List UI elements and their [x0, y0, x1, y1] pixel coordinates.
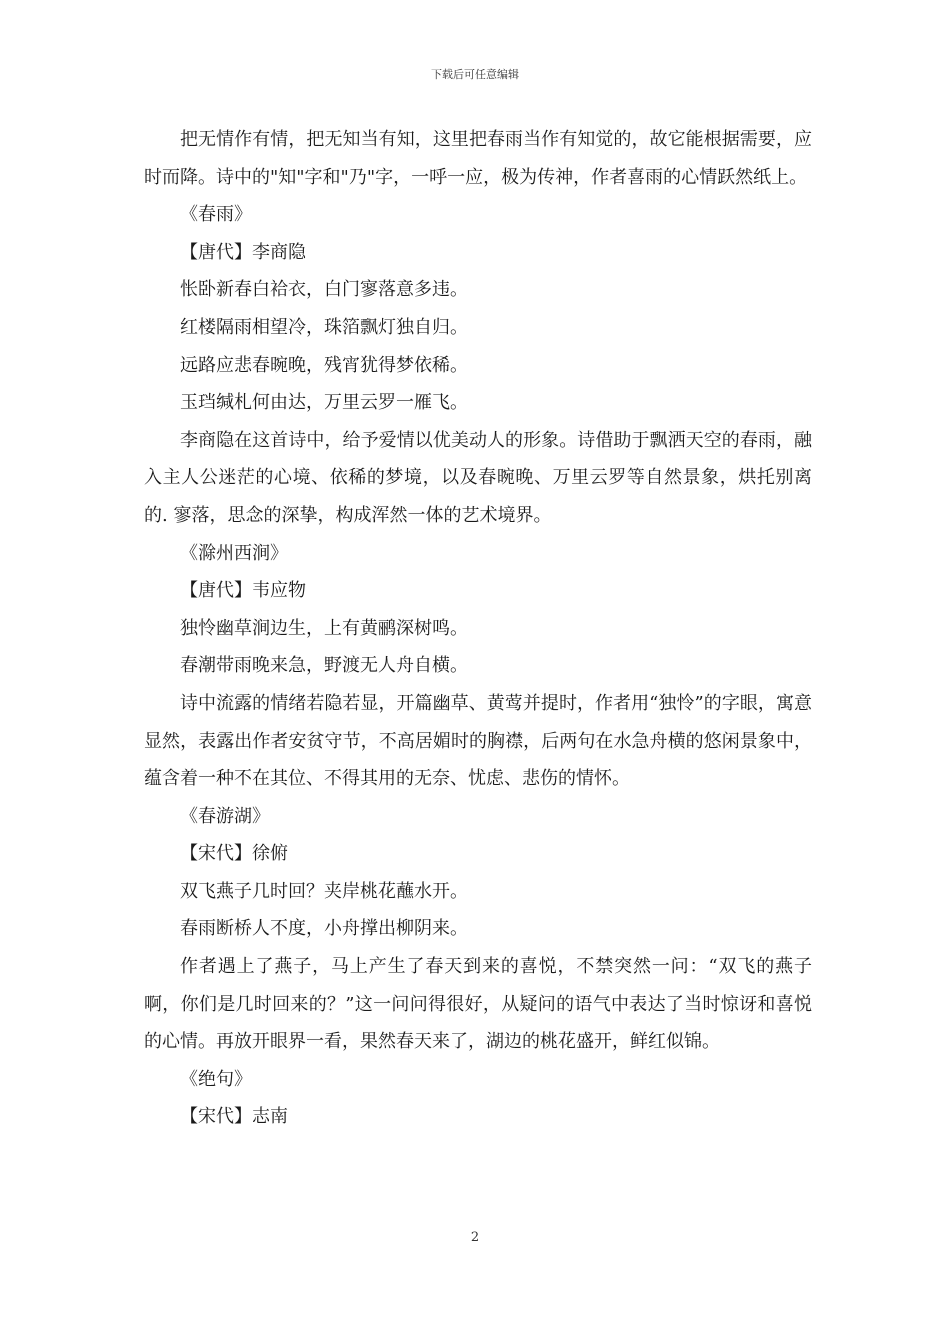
page-number: 2	[470, 1230, 480, 1245]
poem-author-wei-yingwu: 【唐代】韦应物	[180, 580, 306, 602]
poem-line: 双飞燕子几时回？夹岸桃花蘸水开。	[180, 880, 468, 902]
poem-line: 玉珰缄札何由达，万里云罗一雁飞。	[180, 392, 468, 414]
poem-line: 怅卧新春白袷衣，白门寥落意多违。	[180, 279, 468, 301]
poem-title-chunyouhu: 《春游湖》	[180, 805, 270, 827]
poem-author-zhinan: 【宋代】志南	[180, 1106, 288, 1128]
poem-line: 独怜幽草涧边生，上有黄鹂深树鸣。	[180, 617, 468, 639]
poem-line: 远路应悲春晼晚，残宵犹得梦依稀。	[180, 354, 468, 376]
poem-title-chuzhou-xijian: 《滁州西涧》	[180, 542, 288, 564]
paragraph-intro-commentary: 把无情作有情，把无知当有知，这里把春雨当作有知觉的，故它能根据需要，应时而降。诗中的"知"字和"乃"字，一呼一应，极为传神，作者喜雨的心情跃然纸上。	[144, 129, 812, 188]
poem-title-chunyu: 《春雨》	[180, 204, 252, 226]
poem-commentary: 李商隐在这首诗中，给予爱情以优美动人的形象。诗借助于飘洒天空的春雨，融入主人公迷茫的心境、依稀的梦境，以及春晼晚、万里云罗等自然景象，烘托别离的. 寥落，思念的深挚，构成浑然一体的艺术境界。	[144, 429, 812, 526]
poem-commentary: 诗中流露的情绪若隐若显，开篇幽草、黄莺并提时，作者用“独怜”的字眼，寓意显然，表露出作者安贫守节，不高居媚时的胸襟，后两句在水急舟横的悠闲景象中，蕴含着一种不在其位、不得其用的无奈、忧虑、悲伤的情怀。	[144, 692, 812, 790]
document-body	[144, 121, 812, 1136]
page-header: 下载后可任意编辑	[431, 68, 519, 81]
poem-title-jueju: 《绝句》	[180, 1068, 252, 1090]
poem-author-li-shangyin: 【唐代】李商隐	[180, 241, 306, 263]
poem-line: 春潮带雨晚来急，野渡无人舟自横。	[180, 655, 468, 677]
poem-author-xu-fu: 【宋代】徐俯	[180, 843, 288, 865]
poem-commentary: 作者遇上了燕子，马上产生了春天到来的喜悦，不禁突然一问：“双飞的燕子啊，你们是几时回来的？”这一问问得很好，从疑问的语气中表达了当时惊讶和喜悦的心情。再放开眼界一看，果然春天来了，湖边的桃花盛开，鲜红似锦。	[144, 956, 812, 1053]
poem-line: 春雨断桥人不度，小舟撑出柳阴来。	[180, 918, 468, 940]
poem-line: 红楼隔雨相望冷，珠箔飘灯独自归。	[180, 316, 468, 338]
